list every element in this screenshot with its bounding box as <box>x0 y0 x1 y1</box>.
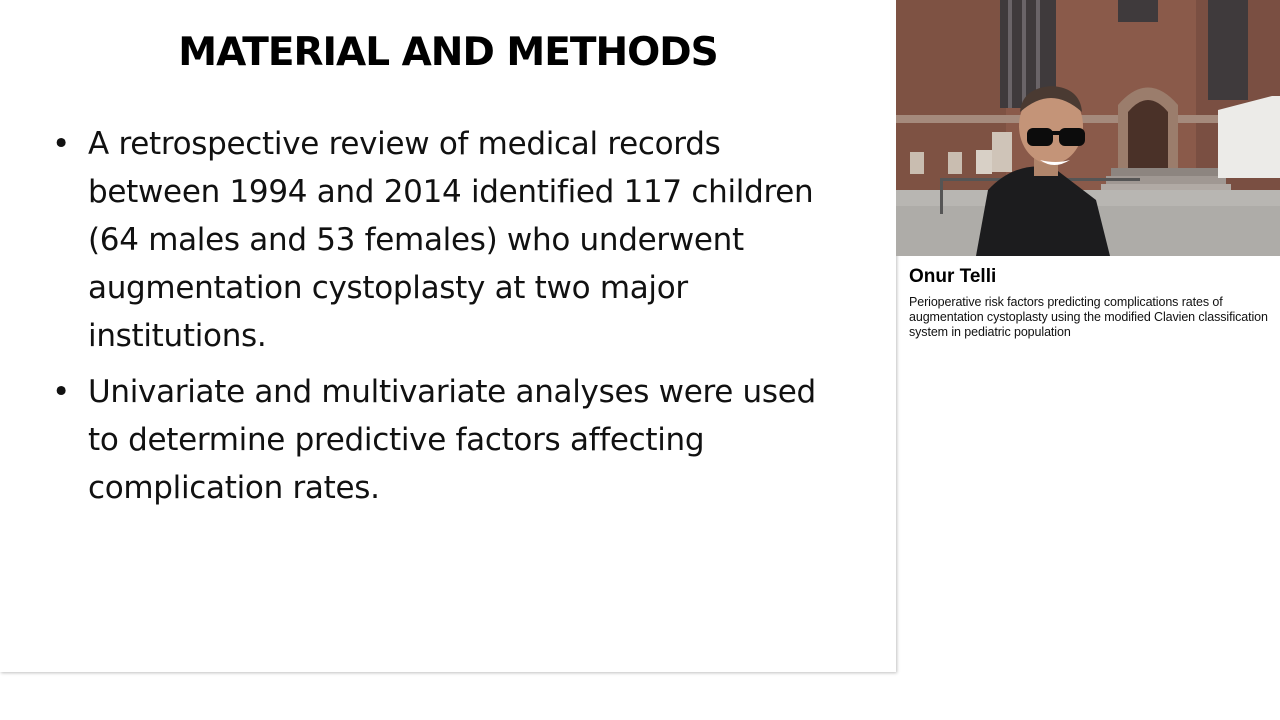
bullet-icon: • <box>52 126 70 162</box>
bullet-item <box>52 120 842 360</box>
speaker-video <box>896 0 1280 256</box>
bullet-item <box>52 368 842 512</box>
bullet-text: Univariate and multivariate analyses were used to determine predictive factors affecting complication rates. <box>88 374 816 506</box>
bullet-icon: • <box>52 374 70 410</box>
slide-title: MATERIAL AND METHODS <box>178 30 718 75</box>
speaker-name: Onur Telli <box>909 266 997 287</box>
bullet-text: A retrospective review of medical records between 1994 and 2014 identified 117 children (64 males and 53 females) who underwent augmentation cystoplasty at two major institutions. <box>88 126 814 354</box>
talk-title: Perioperative risk factors predicting complications rates of augmentation cystoplasty using the modified Clavien classification system in pediatric population <box>909 295 1268 339</box>
speaker-video-frame <box>896 0 1280 256</box>
bullet-list <box>52 120 842 520</box>
